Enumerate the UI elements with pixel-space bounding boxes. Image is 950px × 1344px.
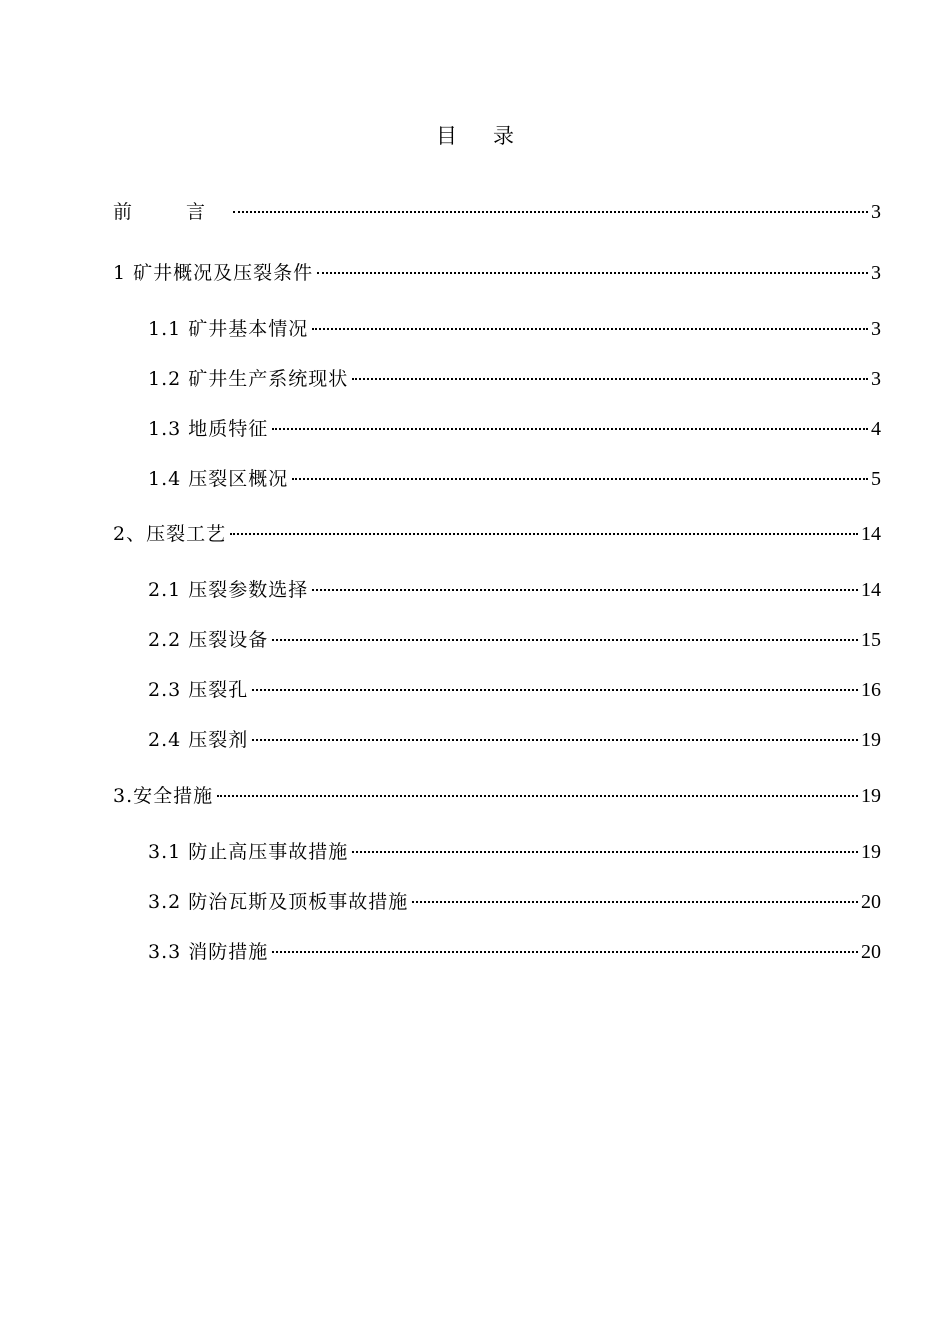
toc-entry-label: 2.4 压裂剂 — [148, 729, 249, 751]
toc-page-number: 19 — [861, 841, 881, 863]
toc-leader-dots — [272, 934, 858, 958]
toc-page-number: 3 — [871, 201, 881, 223]
toc-leader-dots — [252, 722, 858, 746]
toc-entry-label: 1.4 压裂区概况 — [148, 468, 289, 490]
toc-entry-label: 3.安全措施 — [113, 785, 214, 807]
toc-entry-label: 2.1 压裂参数选择 — [148, 579, 309, 601]
toc-entry-2-2[interactable] — [148, 622, 881, 651]
toc-leader-dots — [272, 622, 858, 646]
toc-page-number: 20 — [861, 891, 881, 913]
toc-entry-label: 2.2 压裂设备 — [148, 629, 269, 651]
toc-entry-1-1[interactable] — [148, 311, 881, 340]
toc-leader-dots — [312, 311, 868, 335]
toc-page-number: 5 — [871, 468, 881, 490]
toc-page-number: 20 — [861, 941, 881, 963]
toc-page-number: 14 — [861, 579, 881, 601]
toc-entry-label: 2.3 压裂孔 — [148, 679, 249, 701]
page-title — [0, 120, 950, 150]
toc-entry-label: 1.1 矿井基本情况 — [148, 318, 309, 340]
title-char-2: 录 — [493, 124, 514, 148]
toc-entry-label: 3.2 防治瓦斯及顶板事故措施 — [148, 891, 409, 913]
toc-leader-dots — [217, 778, 858, 802]
toc-leader-dots — [233, 194, 868, 218]
toc-entry-3-2[interactable] — [148, 884, 881, 913]
toc-entry-3-1[interactable] — [148, 834, 881, 863]
toc-leader-dots — [272, 411, 868, 435]
toc-page-number: 16 — [861, 679, 881, 701]
toc-page-number: 14 — [861, 523, 881, 545]
toc-page-number: 19 — [861, 785, 881, 807]
toc-page-number: 15 — [861, 629, 881, 651]
toc-page-number: 3 — [871, 318, 881, 340]
toc-entry-label: 3.3 消防措施 — [148, 941, 269, 963]
toc-leader-dots — [252, 672, 858, 696]
toc-entry-2-4[interactable] — [148, 722, 881, 751]
toc-entry-preface[interactable] — [113, 194, 881, 223]
toc-entry-3[interactable] — [113, 778, 881, 807]
toc-entry-label: 前 言 — [113, 201, 230, 223]
toc-entry-label: 1 矿井概况及压裂条件 — [113, 262, 314, 284]
toc-leader-dots — [312, 572, 858, 596]
toc-entry-label: 1.2 矿井生产系统现状 — [148, 368, 349, 390]
toc-entry-1[interactable] — [113, 255, 881, 284]
toc-leader-dots — [352, 834, 858, 858]
toc-entry-1-2[interactable] — [148, 361, 881, 390]
toc-leader-dots — [292, 461, 868, 485]
toc-leader-dots — [352, 361, 868, 385]
toc-page-number: 19 — [861, 729, 881, 751]
toc-entry-3-3[interactable] — [148, 934, 881, 963]
toc-leader-dots — [412, 884, 858, 908]
toc-entry-2-3[interactable] — [148, 672, 881, 701]
toc-entry-1-3[interactable] — [148, 411, 881, 440]
toc-entry-label: 2、压裂工艺 — [113, 523, 227, 545]
toc-leader-dots — [230, 516, 858, 540]
toc-entry-1-4[interactable] — [148, 461, 881, 490]
toc-page-number: 4 — [871, 418, 881, 440]
toc-page-number: 3 — [871, 262, 881, 284]
toc-entry-2-1[interactable] — [148, 572, 881, 601]
toc-entry-2[interactable] — [113, 516, 881, 545]
toc-entry-label: 3.1 防止高压事故措施 — [148, 841, 349, 863]
toc-page-number: 3 — [871, 368, 881, 390]
title-char-1: 目 — [436, 124, 457, 148]
toc-entry-label: 1.3 地质特征 — [148, 418, 269, 440]
toc-leader-dots — [317, 255, 868, 279]
